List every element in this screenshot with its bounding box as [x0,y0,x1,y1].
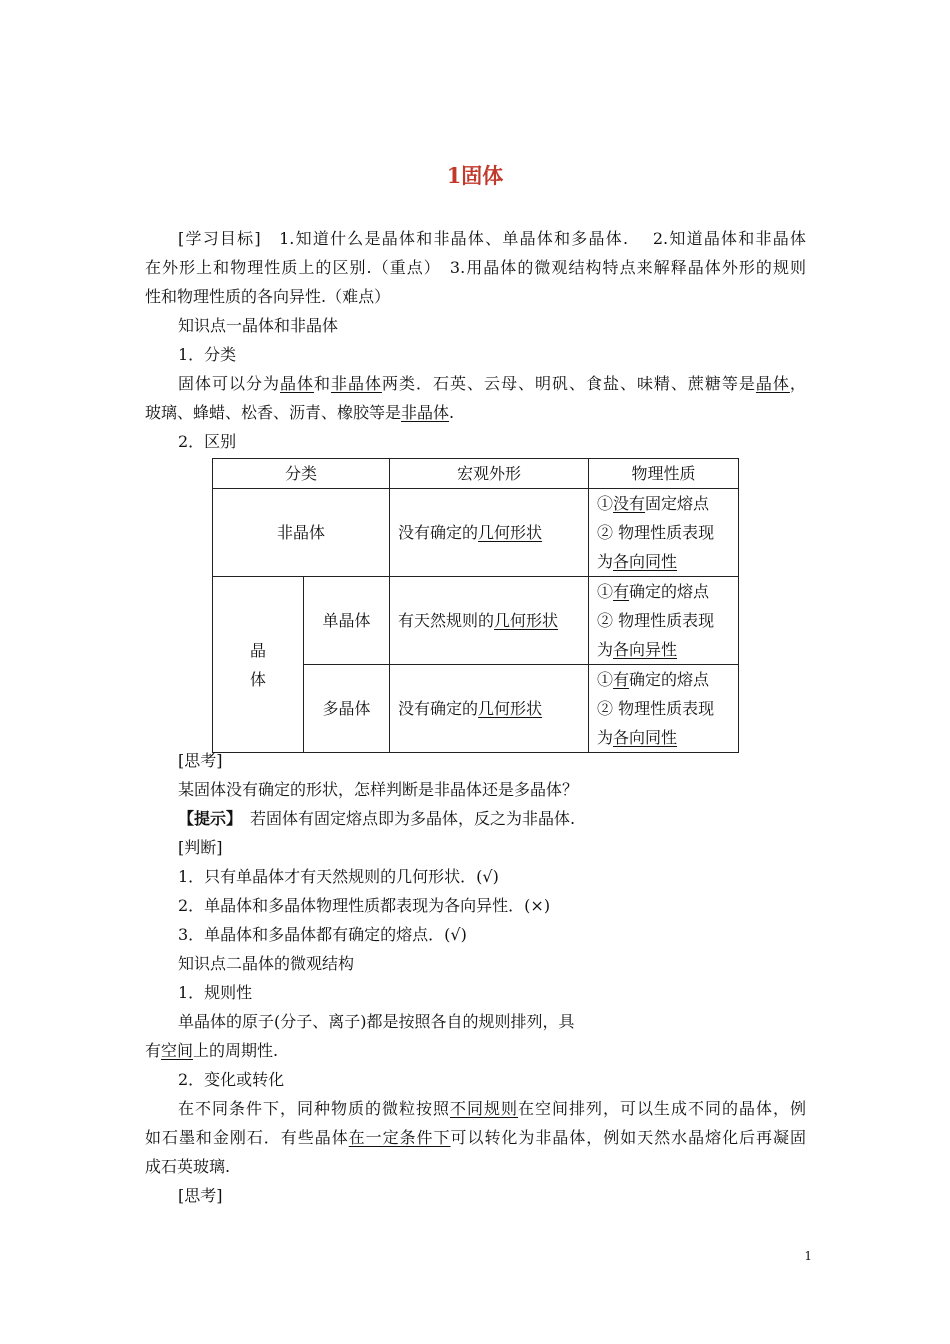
amorphous-property [589,489,739,577]
text-run: ① [597,670,614,689]
text-run: 玻璃、蜂蜡、松香、沥青、橡胶等是 [145,403,402,422]
table-row-single-crystal [213,577,739,665]
amorphous-shape [390,489,589,577]
section-1-paragraph-2 [145,402,454,424]
crystal-label-char: 体 [249,669,266,689]
section-2-paragraph-4 [145,1127,806,1149]
page-title: 1固体 [446,163,504,188]
polycrystal-label: 多晶体 [304,665,390,753]
text-run: ① [597,494,614,513]
property-line [597,489,730,518]
hint-text: 若固体有固定熔点即为多晶体，反之为非晶体. [234,809,576,828]
section-1-paragraph-1 [178,373,806,395]
text-run: 上的周期性. [193,1041,279,1060]
polycrystal-property [589,665,739,753]
property-line [597,723,730,752]
text-run: 为 [597,640,614,659]
judge-label: [判断] [178,838,223,857]
text-run: . [449,403,455,422]
underlined-term: 空间 [161,1041,194,1060]
underlined-term: 晶体 [279,374,314,393]
text-run: 如石墨和金刚石．有些晶体 [145,1128,349,1147]
judge-item-2: 2．单晶体和多晶体物理性质都表现为各向异性．(×) [178,896,551,915]
text-run: 没有确定的 [398,699,479,718]
section-2-sub-regularity: 1．规则性 [178,983,253,1002]
underlined-term: 几何形状 [478,699,543,718]
amorphous-label: 非晶体 [213,489,390,577]
property-line [597,547,730,576]
property-line: ② 物理性质表现 [597,611,715,630]
underlined-term: 有 [613,582,630,601]
table-header-row [213,459,739,489]
think-label-2: [思考] [178,1186,223,1205]
section-2-heading: 知识点二晶体的微观结构 [178,954,355,973]
text-run: 为 [597,728,614,747]
underlined-term: 几何形状 [494,611,559,630]
text-run: ， [789,374,806,393]
judge-item-3: 3．单晶体和多晶体都有确定的熔点．(√) [178,925,467,944]
text-run: 在空间排列，可以生成不同的晶体，例 [517,1099,806,1118]
crystal-label-char: 晶 [249,640,266,660]
crystal-label [213,577,304,753]
hint-label: 【提示】 [178,809,235,828]
objectives-line-1: [学习目标] 1.知道什么是晶体和非晶体、单晶体和多晶体. 2.知道晶体和非晶体 [178,229,806,248]
objectives-line-2: 在外形上和物理性质上的区别.（重点） 3.用晶体的微观结构特点来解释晶体外形的规则 [145,258,806,277]
underlined-term: 没有 [613,494,646,513]
underlined-term: 各向同性 [613,728,678,747]
judge-item-1: 1．只有单晶体才有天然规则的几何形状．(√) [178,867,499,886]
underlined-term: 非晶体 [330,374,382,393]
property-line [597,665,730,694]
underlined-term: 各向异性 [613,640,678,659]
polycrystal-shape [390,665,589,753]
text-run: 可以转化为非晶体，例如天然水晶熔化后再凝固 [450,1128,806,1147]
think-question: 某固体没有确定的形状，怎样判断是非晶体还是多晶体？ [178,780,579,799]
single-crystal-shape [390,577,589,665]
property-line [597,577,730,606]
text-run: 固体可以分为 [178,374,280,393]
single-crystal-property [589,577,739,665]
underlined-term: 有 [613,670,630,689]
underlined-term: 几何形状 [478,523,543,542]
text-run: ① [597,582,614,601]
property-line: ② 物理性质表现 [597,523,715,542]
text-run: 没有确定的 [398,523,479,542]
section-2-paragraph-2 [145,1040,278,1062]
text-run: 确定的熔点 [629,582,710,601]
text-run: 为 [597,552,614,571]
hint-line [178,808,575,830]
text-run: 固定熔点 [645,494,710,513]
text-run: 有天然规则的 [398,611,495,630]
property-line [597,635,730,664]
text-run: 两类．石英、云母、明矾、食盐、味精、蔗糖等是 [381,374,756,393]
property-line: ② 物理性质表现 [597,699,715,718]
underlined-term: 在一定条件下 [348,1128,451,1147]
underlined-term: 非晶体 [401,403,450,422]
header-property: 物理性质 [589,459,739,489]
text-run: 在不同条件下，同种物质的微粒按照 [178,1099,450,1118]
underlined-term: 各向同性 [613,552,678,571]
section-1-sub-classification: 1．分类 [178,345,237,364]
section-1-heading: 知识点一晶体和非晶体 [178,316,339,335]
think-label-1: [思考] [178,751,223,770]
section-2-sub-change: 2．变化或转化 [178,1070,285,1089]
table-row-amorphous [213,489,739,577]
text-run: 确定的熔点 [629,670,710,689]
text-run: 有 [145,1041,162,1060]
objectives-line-3: 性和物理性质的各向异性.（难点） [145,287,391,306]
underlined-term: 不同规则 [449,1099,518,1118]
underlined-term: 晶体 [755,374,790,393]
header-shape: 宏观外形 [390,459,589,489]
section-2-paragraph-5: 成石英玻璃. [145,1157,231,1176]
section-2-paragraph-3 [178,1098,806,1120]
single-crystal-label: 单晶体 [304,577,390,665]
comparison-table [212,458,739,753]
text-run: 和 [313,374,331,393]
page-number: 1 [804,1249,812,1263]
section-2-paragraph-1: 单晶体的原子(分子、离子)都是按照各自的规则排列，具 [178,1012,575,1031]
section-1-sub-difference: 2．区别 [178,432,237,451]
header-category: 分类 [213,459,390,489]
